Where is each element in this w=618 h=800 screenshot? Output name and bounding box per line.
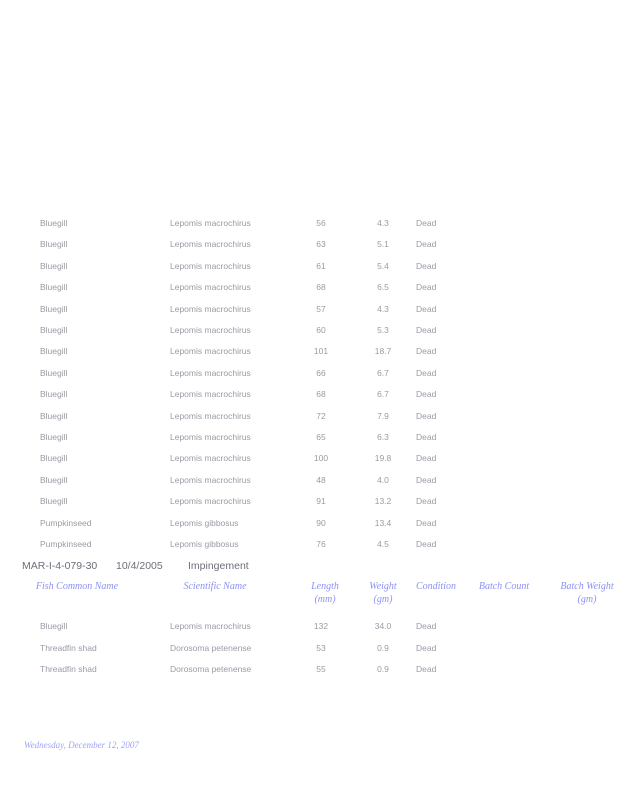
scientific-name: Lepomis macrochirus	[170, 621, 251, 631]
weight-value: 6.3	[377, 432, 389, 442]
weight-value: 4.3	[377, 303, 389, 314]
weight-value: 4.3	[377, 218, 389, 228]
fish-common-name: Bluegill	[40, 389, 68, 400]
weight-value: 4.5	[377, 539, 389, 549]
weight-value: 0.9	[377, 642, 389, 653]
condition-value: Dead	[416, 389, 437, 400]
fish-common-name: Bluegill	[40, 282, 68, 293]
sample-date: 10/4/2005	[116, 560, 163, 572]
length-value: 60	[316, 325, 326, 335]
scientific-name: Lepomis macrochirus	[170, 389, 251, 400]
weight-value: 19.8	[374, 453, 392, 464]
length-value: 61	[316, 260, 326, 271]
table-row	[0, 473, 618, 489]
scientific-name: Lepomis macrochirus	[170, 239, 251, 250]
weight-value: 34.0	[374, 621, 392, 631]
condition-value: Dead	[416, 664, 437, 674]
fish-common-name: Bluegill	[40, 453, 68, 464]
fish-common-name: Pumpkinseed	[40, 517, 92, 528]
fish-common-name: Bluegill	[40, 303, 68, 314]
sample-type: Impingement	[188, 560, 249, 572]
weight-value: 13.2	[374, 496, 392, 507]
weight-value: 5.4	[377, 260, 389, 271]
col-header-common-name	[22, 580, 132, 593]
condition-value: Dead	[416, 218, 437, 228]
scientific-name: Lepomis macrochirus	[170, 260, 251, 271]
length-value: 101	[313, 346, 329, 357]
condition-value: Dead	[416, 367, 437, 378]
col-header-weight-unit: (gm)	[373, 594, 393, 605]
fish-common-name: Threadfin shad	[40, 664, 97, 674]
condition-value: Dead	[416, 325, 437, 335]
length-value: 65	[316, 432, 326, 442]
fish-common-name: Bluegill	[40, 432, 68, 442]
col-header-condition-text: Condition	[415, 581, 456, 592]
length-value: 68	[316, 282, 326, 293]
length-value: 90	[316, 517, 326, 528]
scientific-name: Lepomis macrochirus	[170, 410, 251, 421]
fish-common-name: Bluegill	[40, 325, 68, 335]
fish-common-name: Bluegill	[40, 410, 68, 421]
fish-common-name: Bluegill	[40, 621, 68, 631]
scientific-name: Lepomis macrochirus	[170, 432, 251, 442]
condition-value: Dead	[416, 496, 437, 507]
condition-value: Dead	[416, 282, 437, 293]
weight-value: 4.0	[377, 474, 389, 485]
scientific-name: Lepomis macrochirus	[170, 303, 251, 314]
weight-value: 18.7	[374, 346, 392, 357]
length-value: 68	[316, 389, 326, 400]
table-row	[0, 387, 618, 403]
weight-value: 5.3	[377, 325, 389, 335]
length-value: 53	[316, 642, 326, 653]
scientific-name: Lepomis macrochirus	[170, 282, 251, 293]
table-row	[0, 619, 618, 635]
length-value: 63	[316, 239, 326, 250]
fish-common-name: Bluegill	[40, 218, 68, 228]
length-value: 66	[316, 367, 326, 378]
weight-value: 13.4	[374, 517, 392, 528]
scientific-name: Lepomis macrochirus	[170, 367, 251, 378]
scientific-name: Lepomis macrochirus	[170, 325, 251, 335]
table-row	[0, 323, 618, 339]
scientific-name: Lepomis macrochirus	[170, 453, 251, 464]
col-header-batch-weight	[552, 580, 618, 606]
table-row	[0, 641, 618, 657]
length-value: 48	[316, 474, 326, 485]
length-value: 100	[313, 453, 329, 464]
fish-common-name: Bluegill	[40, 260, 68, 271]
table-row	[0, 366, 618, 382]
table-row	[0, 302, 618, 318]
fish-common-name: Threadfin shad	[40, 642, 97, 653]
table-row	[0, 516, 618, 532]
col-header-weight	[358, 580, 408, 606]
scientific-name: Dorosoma petenense	[170, 664, 252, 674]
condition-value: Dead	[416, 621, 437, 631]
col-header-length	[300, 580, 350, 606]
length-value: 72	[316, 410, 326, 421]
weight-value: 6.7	[377, 389, 389, 400]
scientific-name: Lepomis macrochirus	[170, 496, 251, 507]
length-value: 132	[313, 621, 329, 631]
condition-value: Dead	[416, 432, 437, 442]
weight-value: 7.9	[377, 410, 389, 421]
table-row	[0, 430, 618, 446]
col-header-weight-text: Weight	[369, 581, 397, 592]
table-row	[0, 409, 618, 425]
table-row	[0, 216, 618, 232]
condition-value: Dead	[416, 642, 437, 653]
table-row	[0, 237, 618, 253]
table-row	[0, 662, 618, 678]
scientific-name: Lepomis gibbosus	[170, 539, 239, 549]
condition-value: Dead	[416, 410, 437, 421]
weight-value: 6.7	[377, 367, 389, 378]
condition-value: Dead	[416, 517, 437, 528]
table-row	[0, 537, 618, 553]
length-value: 56	[316, 218, 326, 228]
scientific-name: Dorosoma petenense	[170, 642, 252, 653]
scientific-name: Lepomis macrochirus	[170, 346, 251, 357]
col-header-length-text: Length	[311, 581, 339, 592]
condition-value: Dead	[416, 346, 437, 357]
fish-common-name: Bluegill	[40, 496, 68, 507]
fish-common-name: Bluegill	[40, 239, 68, 250]
condition-value: Dead	[416, 239, 437, 250]
table-row	[0, 280, 618, 296]
sample-id: MAR-I-4-079-30	[22, 560, 98, 572]
scientific-name: Lepomis macrochirus	[170, 218, 251, 228]
length-value: 55	[316, 664, 326, 674]
col-header-batch-count	[470, 580, 538, 593]
scientific-name: Lepomis macrochirus	[170, 474, 251, 485]
condition-value: Dead	[416, 539, 437, 549]
length-value: 76	[316, 539, 326, 549]
fish-common-name: Bluegill	[40, 346, 68, 357]
table-row	[0, 344, 618, 360]
length-value: 57	[316, 303, 326, 314]
fish-common-name: Bluegill	[40, 474, 68, 485]
length-value: 91	[316, 496, 326, 507]
weight-value: 0.9	[377, 664, 389, 674]
col-header-scientific-name	[165, 580, 265, 593]
fish-common-name: Bluegill	[40, 367, 68, 378]
condition-value: Dead	[416, 474, 437, 485]
scientific-name: Lepomis gibbosus	[170, 517, 239, 528]
weight-value: 6.5	[377, 282, 389, 293]
fish-common-name: Pumpkinseed	[40, 539, 92, 549]
table-row	[0, 451, 618, 467]
col-header-common-name-text: Fish Common Name	[35, 581, 119, 592]
col-header-length-unit: (mm)	[314, 594, 336, 605]
col-header-condition	[410, 580, 462, 593]
col-header-batch-count-text: Batch Count	[478, 581, 530, 592]
condition-value: Dead	[416, 303, 437, 314]
weight-value: 5.1	[377, 239, 389, 250]
table-row	[0, 494, 618, 510]
condition-value: Dead	[416, 453, 437, 464]
condition-value: Dead	[416, 260, 437, 271]
col-header-batch-weight-text: Batch Weight	[560, 581, 614, 592]
print-date-footer: Wednesday, December 12, 2007	[24, 740, 139, 750]
table-row	[0, 259, 618, 275]
col-header-scientific-name-text: Scientific Name	[183, 581, 247, 592]
col-header-batch-weight-unit: (gm)	[577, 594, 597, 605]
